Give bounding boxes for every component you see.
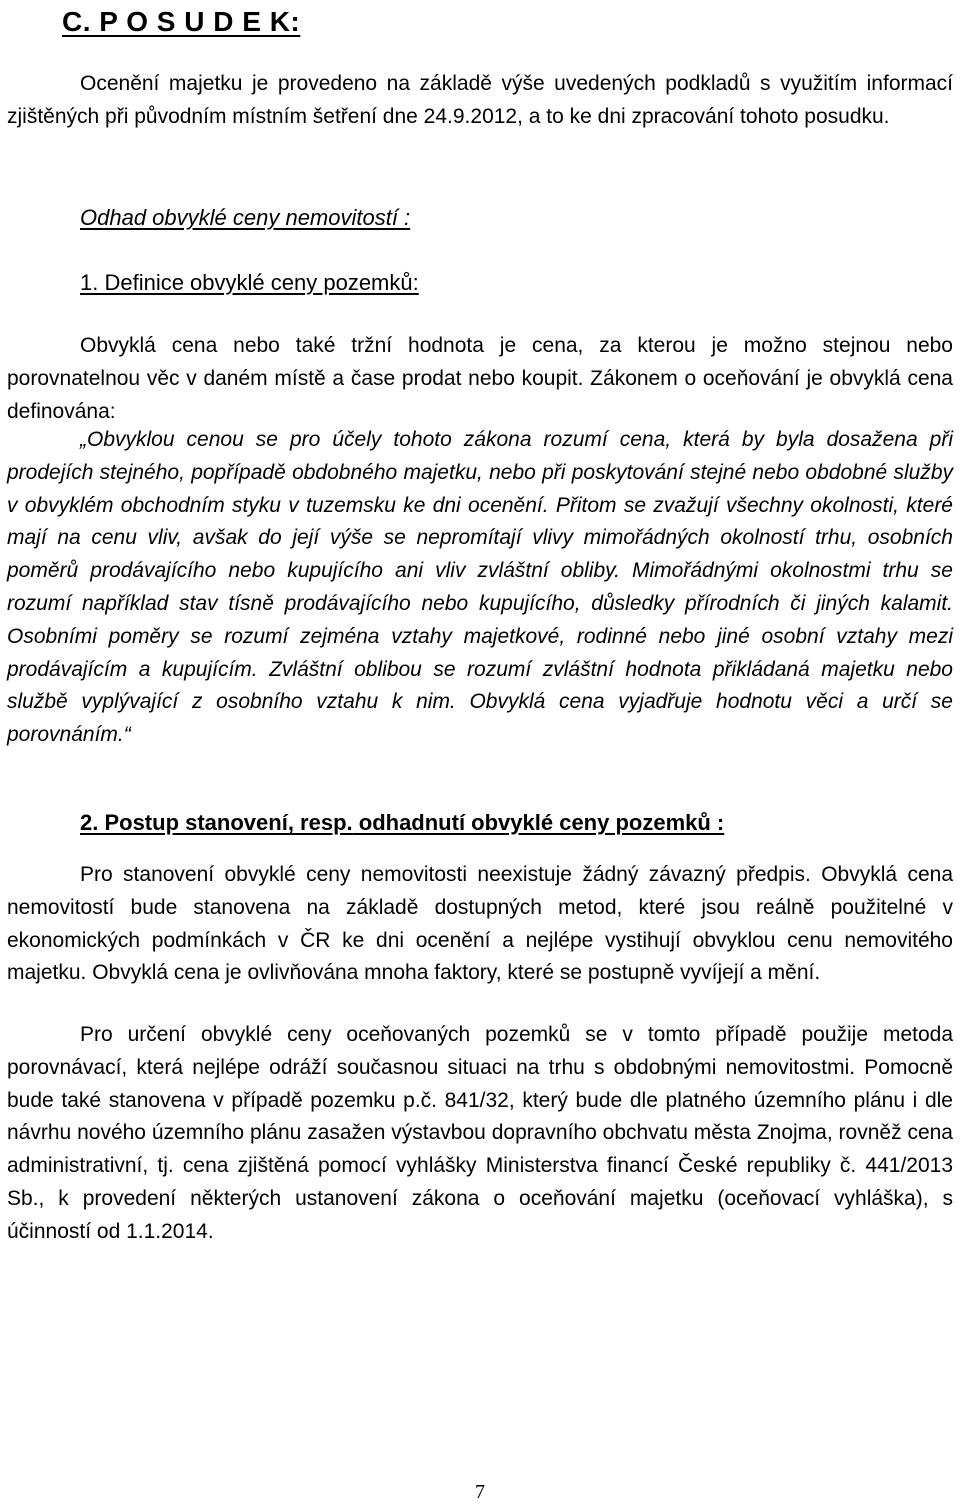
section-title: C. P O S U D E K:	[62, 6, 301, 37]
estimate-subtitle: Odhad obvyklé ceny nemovitostí :	[80, 205, 411, 230]
point2-heading-rest: odhadnutí obvyklé ceny pozemků :	[352, 810, 725, 835]
point1-heading: 1. Definice obvyklé ceny pozemků:	[80, 270, 419, 295]
page-number: 7	[475, 1481, 485, 1503]
point2-heading	[80, 808, 724, 838]
intro-paragraph: Ocenění majetku je provedeno na základě výše uvedených podkladů s využitím informací zjištěných při původním místním šetření dne 24.9.2012, a to ke dni zpracování tohoto posudku.	[7, 72, 953, 128]
point1-paragraph: Obvyklá cena nebo také tržní hodnota je cena, za kterou je možno stejnou nebo porovnatelnou věc v daném místě a čase prodat nebo koupit. Zákonem o oceňování je obvyklá cena definována:	[7, 334, 953, 423]
point2-heading-bold: 2. Postup stanovení, resp.	[80, 810, 353, 835]
point2-paragraph-2: Pro určení obvyklé ceny oceňovaných pozemků se v tomto případě použije metoda porovnávací, která nejlépe odráží současnou situaci na trhu s obdobnými nemovitostmi. Pomocně bude také stanovena v případě pozemku p.č. 841/32, který bude dle platného územního plánu i dle návrhu nového územního plánu zasažen výstavbou dopravního obchvatu města Znojma, rovněž cena administrativní, tj. cena zjištěná pomocí vyhlášky Ministerstva financí České republiky č. 441/2013 Sb., k provedení některých ustanovení zákona o oceňování majetku (oceňovací vyhláška), s účinností od 1.1.2014.	[7, 1023, 953, 1243]
point1-legal-quote: „Obvyklou cenou se pro účely tohoto zákona rozumí cena, která by byla dosažena při prodejích stejného, popřípadě obdobného majetku, nebo při poskytování stejné nebo obdobné služby v obvyklém obchodním styku v tuzemsku ke dni ocenění. Přitom se zvažují všechny okolnosti, které mají na cenu vliv, avšak do její výše se nepromítají vlivy mimořádných okolností trhu, osobních poměrů prodávajícího nebo kupujícího ani vliv zvláštní obliby. Mimořádnými okolnostmi trhu se rozumí například stav tísně prodávajícího nebo kupujícího, důsledky přírodních či jiných kalamit. Osobními poměry se rozumí zejména vztahy majetkové, rodinné nebo jiné osobní vztahy mezi prodávajícím a kupujícím. Zvláštní oblibou se rozumí zvláštní hodnota přikládaná majetku nebo službě vyplývající z osobního vztahu k nim. Obvyklá cena vyjadřuje hodnotu věci a určí se porovnáním.“	[7, 428, 953, 747]
point2-paragraph-1: Pro stanovení obvyklé ceny nemovitosti neexistuje žádný závazný předpis. Obvyklá cena nemovitostí bude stanovena na základě dostupných metod, které jsou reálně použitelné v ekonomických podmínkách v ČR ke dni ocenění a nejlépe vystihují obvyklou cenu nemovitého majetku. Obvyklá cena je ovlivňována mnoha faktory, které se postupně vyvíjejí a mění.	[7, 863, 953, 985]
